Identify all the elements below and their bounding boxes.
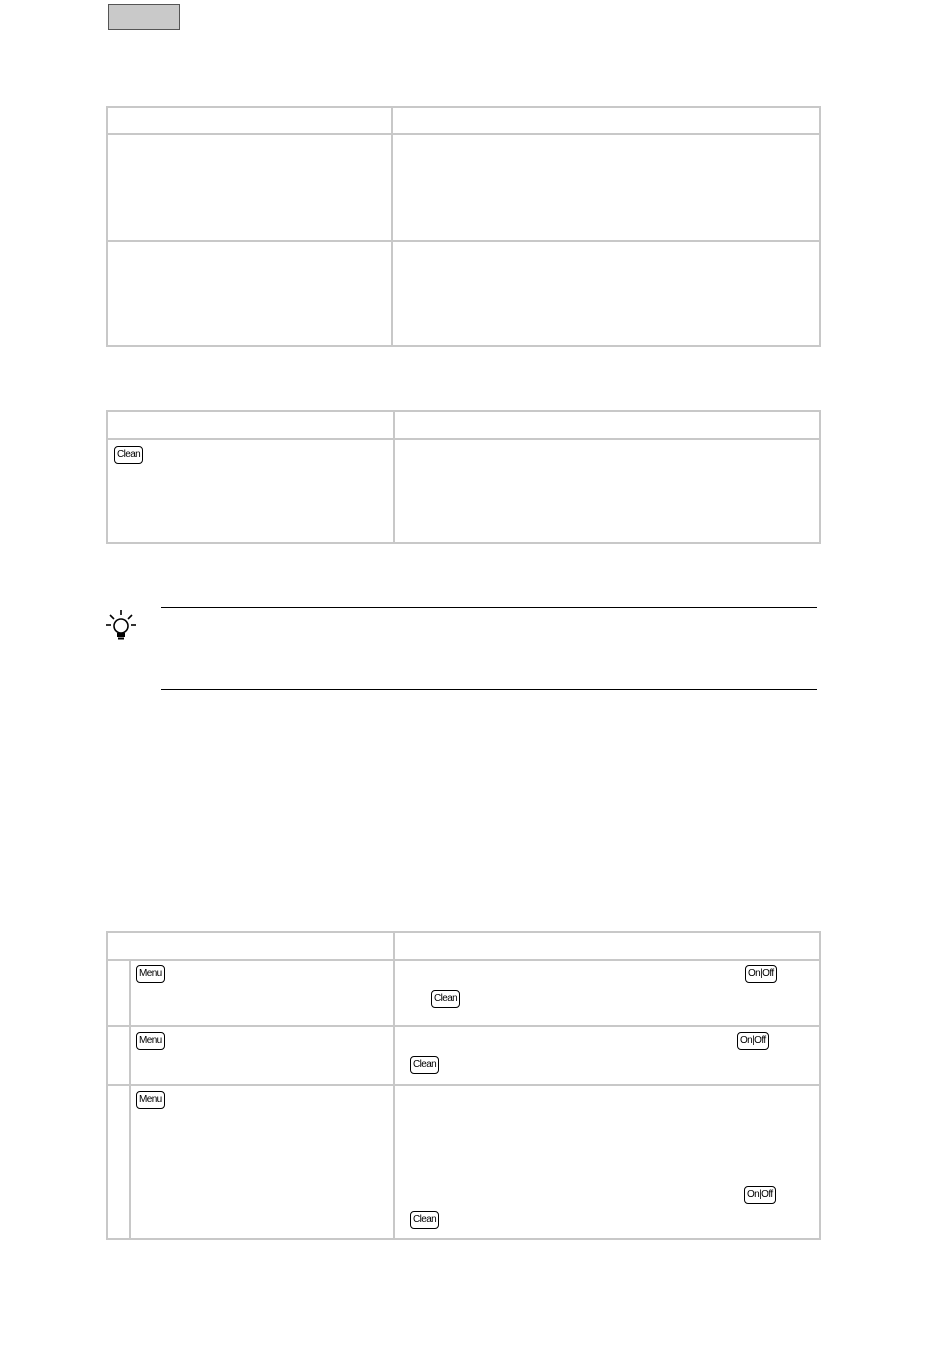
table-row [108, 959, 819, 1025]
tip-top-rule [161, 607, 817, 608]
table-header-row [108, 108, 819, 133]
table-2 [106, 410, 821, 544]
clean-button-icon: Clean [410, 1211, 439, 1229]
menu-button-icon: Menu [136, 1091, 165, 1109]
lightbulb-icon [104, 606, 138, 642]
table-1 [106, 106, 821, 347]
menu-button-icon: Menu [136, 1032, 165, 1050]
on-off-button-icon: On|Off [745, 965, 777, 983]
table-row [108, 438, 819, 544]
section-header-tab [108, 4, 180, 30]
on-off-button-icon: On|Off [744, 1186, 776, 1204]
table-3 [106, 931, 821, 1240]
clean-button-icon: Clean [431, 990, 460, 1008]
table-row [108, 133, 819, 240]
tip-bottom-rule [161, 689, 817, 690]
table-row [108, 1025, 819, 1084]
table-row [108, 1084, 819, 1240]
menu-button-icon: Menu [136, 965, 165, 983]
table-header-row [108, 933, 819, 959]
clean-button-icon: Clean [114, 446, 143, 464]
clean-button-icon: Clean [410, 1056, 439, 1074]
on-off-button-icon: On|Off [737, 1032, 769, 1050]
table-row [108, 240, 819, 347]
table-header-row [108, 412, 819, 438]
